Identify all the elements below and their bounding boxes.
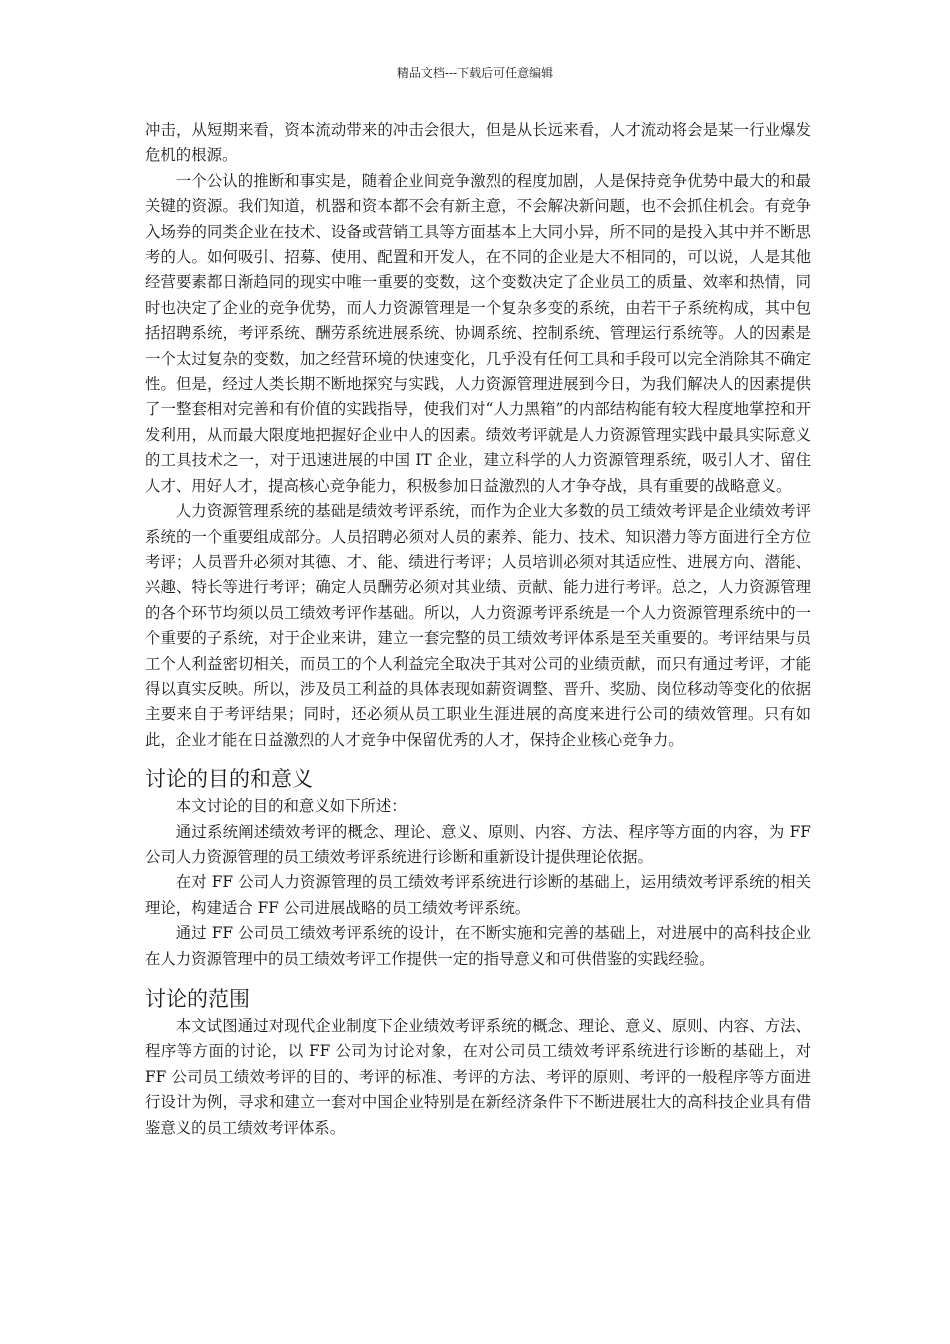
section-heading-purpose: 讨论的目的和意义 bbox=[145, 767, 313, 792]
paragraph-continuation: 冲击，从短期来看，资本流动带来的冲击会很大，但是从长远来看，人才流动将会是某一行业爆发危机的根源。 bbox=[145, 121, 811, 165]
paragraph-scope: 本文试图通过对现代企业制度下企业绩效考评系统的概念、理论、意义、原则、内容、方法、程序等方面的讨论，以 FF 公司为讨论对象，在对公司员工绩效考评系统进行诊断的基础上，对 FF 公司员工绩效考评的目的、考评的标准、考评的方法、考评的原则、考评的一般程序等方面进行设计为例，寻求和建立一套对中国企业特别是在新经济条件下不断进展壮大的高科技企业具有借鉴意义的员工绩效考评体系。 bbox=[145, 1017, 811, 1137]
paragraph-purpose-3: 通过 FF 公司员工绩效考评系统的设计，在不断实施和完善的基础上，对进展中的高科技企业在人力资源管理中的员工绩效考评工作提供一定的指导意义和可供借鉴的实践经验。 bbox=[145, 924, 811, 968]
section-heading-scope: 讨论的范围 bbox=[145, 987, 250, 1011]
paragraph-purpose-intro: 本文讨论的目的和意义如下所述： bbox=[175, 797, 407, 816]
document-body bbox=[145, 118, 811, 1141]
paragraph-purpose-2: 在对 FF 公司人力资源管理的员工绩效考评系统进行诊断的基础上，运用绩效考评系统的相关理论，构建适合 FF 公司进展战略的员工绩效考评系统。 bbox=[145, 873, 811, 917]
paragraph-purpose-1: 通过系统阐述绩效考评的概念、理论、意义、原则、内容、方法、程序等方面的内容，为 FF 公司人力资源管理的员工绩效考评系统进行诊断和重新设计提供理论依据。 bbox=[145, 822, 811, 866]
paragraph-hr-importance: 一个公认的推断和事实是，随着企业间竞争激烈的程度加剧，人是保持竞争优势中最大的和最关键的资源。我们知道，机器和资本都不会有新主意，不会解决新问题，也不会抓住机会。有竞争入场券的同类企业在技术、设备或营销工具等方面基本上大同小异，所不同的是投入其中并不断思考的人。如何吸引、招募、使用、配置和开发人，在不同的企业是大不相同的，可以说，人是其他经营要素都日渐趋同的现实中唯一重要的变数，这个变数决定了企业员工的质量、效率和热情，同时也决定了企业的竞争优势，而人力资源管理是一个复杂多变的系统，由若干子系统构成，其中包括招聘系统，考评系统、酬劳系统进展系统、协调系统、控制系统、管理运行系统等。人的因素是一个太过复杂的变数，加之经营环境的快速变化，几乎没有任何工具和手段可以完全消除其不确定性。但是，经过人类长期不断地探究与实践，人力资源管理进展到今日，为我们解决人的因素提供了一整套相对完善和有价值的实践指导，使我们对“人力黑箱”的内部结构能有较大程度地掌控和开发利用，从而最大限度地把握好企业中人的因素。绩效考评就是人力资源管理实践中最具实际意义的工具技术之一，对于迅速进展的中国 IT 企业，建立科学的人力资源管理系统，吸引人才、留住人才、用好人才，提高核心竞争能力，积极参加日益激烈的人才争夺战，具有重要的战略意义。 bbox=[145, 171, 811, 495]
paragraph-performance-appraisal: 人力资源管理系统的基础是绩效考评系统，而作为企业大多数的员工绩效考评是企业绩效考评系统的一个重要组成部分。人员招聘必须对人员的素养、能力、技术、知识潜力等方面进行全方位考评；人员晋升必须对其德、才、能、绩进行考评；人员培训必须对其适应性、进展方向、潜能、兴趣、特长等进行考评；确定人员酬劳必须对其业绩、贡献、能力进行考评。总之，人力资源管理的各个环节均须以员工绩效考评作基础。所以，人力资源考评系统是一个人力资源管理系统中的一个重要的子系统，对于企业来讲，建立一套完整的员工绩效考评体系是至关重要的。考评结果与员工个人利益密切相关，而员工的个人利益完全取决于其对公司的业绩贡献，而只有通过考评，才能得以真实反映。所以，涉及员工利益的具体表现如薪资调整、晋升、奖励、岗位移动等变化的依据主要来自于考评结果；同时，还必须从员工职业生涯进展的高度来进行公司的绩效管理。只有如此，企业才能在日益激烈的人才竞争中保留优秀的人才，保持企业核心竞争力。 bbox=[145, 502, 811, 749]
page-header: 精品文档---下载后可任意编辑 bbox=[396, 66, 554, 80]
